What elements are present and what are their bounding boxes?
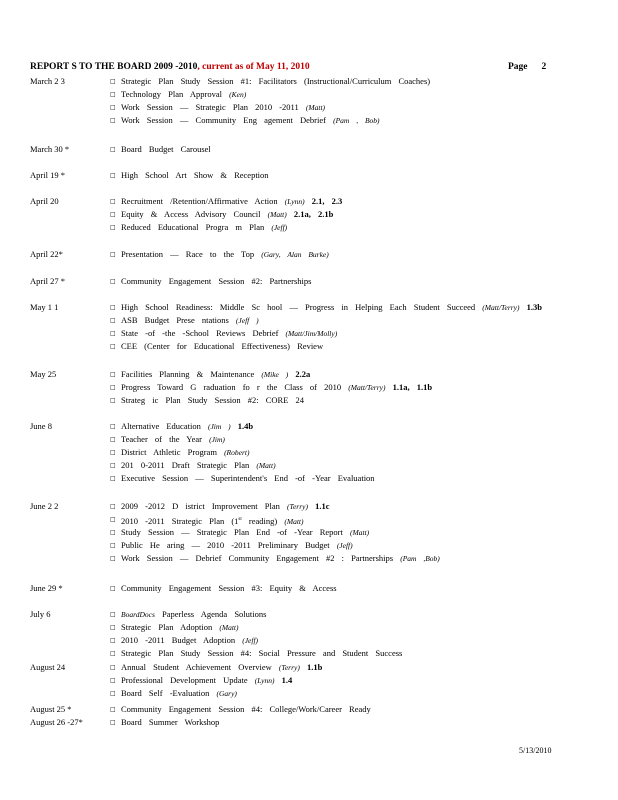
meeting-date: August 25 * bbox=[30, 704, 72, 714]
agenda-item: Technology Plan Approval (Ken) bbox=[121, 89, 247, 99]
bullet-icon: □ bbox=[110, 719, 116, 726]
agenda-item: Community Engagement Session #3: Equity & Access bbox=[121, 583, 337, 593]
schedule-entry bbox=[0, 716, 618, 729]
bullet-icon: □ bbox=[110, 423, 116, 430]
schedule-entry bbox=[0, 608, 618, 660]
meeting-date: August 26 -27* bbox=[30, 717, 83, 727]
agenda-item: Strategic Plan Study Session #1: Facilitators (Instructional/Curriculum Coaches) bbox=[121, 76, 431, 86]
footer-date: 5/13/2010 bbox=[519, 746, 552, 755]
agenda-item-row bbox=[0, 143, 618, 156]
report-title-text: REPORT S TO THE BOARD 2009 -2010 bbox=[30, 62, 198, 72]
bullet-icon: □ bbox=[110, 397, 116, 404]
agenda-item: District Athletic Program (Robert) bbox=[121, 447, 250, 457]
agenda-item-row bbox=[0, 661, 618, 674]
agenda-item-row bbox=[0, 340, 618, 353]
agenda-item-row bbox=[0, 88, 618, 101]
bullet-icon: □ bbox=[110, 677, 116, 684]
schedule-entry bbox=[0, 195, 618, 234]
bullet-icon: □ bbox=[110, 330, 116, 337]
meeting-date: March 2 3 bbox=[30, 76, 65, 86]
page-label: Page bbox=[508, 62, 528, 72]
bullet-icon: □ bbox=[110, 251, 116, 258]
agenda-item: Work Session — Debrief Community Engagement #2 : Partnerships (Pam ,Bob) bbox=[121, 553, 440, 563]
agenda-item-row bbox=[0, 513, 618, 526]
agenda-item-row bbox=[0, 114, 618, 127]
bullet-icon: □ bbox=[110, 278, 116, 285]
bullet-icon: □ bbox=[110, 542, 116, 549]
agenda-item: BoardDocs Paperless Agenda Solutions bbox=[121, 609, 267, 619]
agenda-item-row bbox=[0, 687, 618, 700]
agenda-item: 2010 -2011 Budget Adoption (Jeff) bbox=[121, 635, 259, 645]
agenda-item: Facilities Planning & Maintenance (Mike ) 2.2a bbox=[121, 369, 311, 379]
bullet-icon: □ bbox=[110, 650, 116, 657]
agenda-item: State -of -the -School Reviews Debrief (Matt/Jim/Molly) bbox=[121, 328, 338, 338]
agenda-item: 2009 -2012 D istrict Improvement Plan (Terry) 1.1c bbox=[121, 501, 330, 511]
agenda-item: ASB Budget Prese ntations (Jeff ) bbox=[121, 315, 259, 325]
meeting-date: April 20 bbox=[30, 196, 59, 206]
agenda-item-row bbox=[0, 552, 618, 565]
schedule-entry bbox=[0, 420, 618, 485]
bullet-icon: □ bbox=[110, 664, 116, 671]
bullet-icon: □ bbox=[110, 516, 116, 523]
schedule-entry bbox=[0, 275, 618, 288]
agenda-item-row bbox=[0, 674, 618, 687]
agenda-item-row bbox=[0, 500, 618, 513]
bullet-icon: □ bbox=[110, 104, 116, 111]
bullet-icon: □ bbox=[110, 436, 116, 443]
agenda-item-row bbox=[0, 716, 618, 729]
schedule-entry bbox=[0, 368, 618, 407]
meeting-date: May 1 1 bbox=[30, 302, 59, 312]
agenda-item: Community Engagement Session #2: Partnerships bbox=[121, 276, 312, 286]
bullet-icon: □ bbox=[110, 371, 116, 378]
bullet-icon: □ bbox=[110, 224, 116, 231]
bullet-icon: □ bbox=[110, 462, 116, 469]
agenda-item-row bbox=[0, 101, 618, 114]
agenda-item: Board Summer Workshop bbox=[121, 717, 220, 727]
schedule-entry bbox=[0, 301, 618, 353]
agenda-item-row bbox=[0, 621, 618, 634]
agenda-item: 2010 -2011 Strategic Plan (1st reading) (Matt) bbox=[121, 515, 304, 526]
bullet-icon: □ bbox=[110, 529, 116, 536]
agenda-item: Strategic Plan Adoption (Matt) bbox=[121, 622, 239, 632]
bullet-icon: □ bbox=[110, 637, 116, 644]
bullet-icon: □ bbox=[110, 503, 116, 510]
agenda-item: Equity & Access Advisory Council (Matt) 2.1a, 2.1b bbox=[121, 209, 334, 219]
bullet-icon: □ bbox=[110, 91, 116, 98]
agenda-item: Professional Development Update (Lynn) 1.4 bbox=[121, 675, 293, 685]
agenda-item-row bbox=[0, 221, 618, 234]
meeting-date: May 25 bbox=[30, 369, 57, 379]
agenda-item-row bbox=[0, 446, 618, 459]
agenda-item-row bbox=[0, 420, 618, 433]
bullet-icon: □ bbox=[110, 172, 116, 179]
agenda-item-row bbox=[0, 472, 618, 485]
agenda-item: Study Session — Strategic Plan End -of -Year Report (Matt) bbox=[121, 527, 370, 537]
bullet-icon: □ bbox=[110, 690, 116, 697]
meeting-date: April 19 * bbox=[30, 170, 65, 180]
agenda-item-row bbox=[0, 301, 618, 314]
meeting-date: August 24 bbox=[30, 662, 66, 672]
agenda-item-row bbox=[0, 381, 618, 394]
agenda-item-row bbox=[0, 314, 618, 327]
bullet-icon: □ bbox=[110, 198, 116, 205]
agenda-item: Recruitment /Retention/Affirmative Action (Lynn) 2.1, 2.3 bbox=[121, 196, 343, 206]
agenda-item-row bbox=[0, 608, 618, 621]
agenda-item: Progress Toward G raduation fo r the Class of 2010 (Matt/Terry) 1.1a, 1.1b bbox=[121, 382, 433, 392]
agenda-item: Alternative Education (Jim ) 1.4b bbox=[121, 421, 254, 431]
agenda-item: Board Self -Evaluation (Gary) bbox=[121, 688, 237, 698]
agenda-item-row bbox=[0, 248, 618, 261]
schedule-entry bbox=[0, 582, 618, 595]
agenda-item-row bbox=[0, 327, 618, 340]
schedule-entry bbox=[0, 500, 618, 565]
bullet-icon: □ bbox=[110, 624, 116, 631]
agenda-item: Strateg ic Plan Study Session #2: CORE 24 bbox=[121, 395, 305, 405]
agenda-item-row bbox=[0, 75, 618, 88]
bullet-icon: □ bbox=[110, 211, 116, 218]
agenda-item: 201 0-2011 Draft Strategic Plan (Matt) bbox=[121, 460, 276, 470]
agenda-item: Presentation — Race to the Top (Gary, Alan Burke) bbox=[121, 249, 329, 259]
report-title bbox=[30, 62, 310, 72]
meeting-date: July 6 bbox=[30, 609, 51, 619]
bullet-icon: □ bbox=[110, 555, 116, 562]
meeting-date: June 8 bbox=[30, 421, 52, 431]
agenda-item-row bbox=[0, 368, 618, 381]
bullet-icon: □ bbox=[110, 475, 116, 482]
agenda-item-row bbox=[0, 703, 618, 716]
bullet-icon: □ bbox=[110, 343, 116, 350]
agenda-item: Public He aring — 2010 -2011 Preliminary Budget (Jeff) bbox=[121, 540, 353, 550]
schedule-entry bbox=[0, 248, 618, 261]
agenda-item: Executive Session — Superintendent's End -of -Year Evaluation bbox=[121, 473, 375, 483]
page-number: 2 bbox=[541, 62, 547, 72]
agenda-item: Community Engagement Session #4: College/Work/Career Ready bbox=[121, 704, 371, 714]
meeting-date: April 22* bbox=[30, 249, 63, 259]
bullet-icon: □ bbox=[110, 146, 116, 153]
schedule-entry bbox=[0, 703, 618, 716]
agenda-item-row bbox=[0, 208, 618, 221]
agenda-item-row bbox=[0, 459, 618, 472]
agenda-item: Work Session — Community Eng agement Debrief (Pam , Bob) bbox=[121, 115, 380, 125]
schedule-entry bbox=[0, 661, 618, 700]
agenda-item-row bbox=[0, 582, 618, 595]
schedule-entry bbox=[0, 169, 618, 182]
bullet-icon: □ bbox=[110, 317, 116, 324]
agenda-item-row bbox=[0, 526, 618, 539]
agenda-item-row bbox=[0, 539, 618, 552]
agenda-item: Annual Student Achievement Overview (Terry) 1.1b bbox=[121, 662, 323, 672]
agenda-item: Work Session — Strategic Plan 2010 -2011 (Matt) bbox=[121, 102, 326, 112]
bullet-icon: □ bbox=[110, 78, 116, 85]
agenda-item: Reduced Educational Progra m Plan (Jeff) bbox=[121, 222, 288, 232]
page-indicator bbox=[508, 62, 546, 72]
bullet-icon: □ bbox=[110, 117, 116, 124]
agenda-item-row bbox=[0, 433, 618, 446]
report-current-date: , current as of May 11, 2010 bbox=[197, 62, 310, 72]
agenda-item-row bbox=[0, 275, 618, 288]
bullet-icon: □ bbox=[110, 449, 116, 456]
meeting-date: April 27 * bbox=[30, 276, 65, 286]
meeting-date: June 2 2 bbox=[30, 501, 59, 511]
schedule-entry bbox=[0, 143, 618, 156]
bullet-icon: □ bbox=[110, 384, 116, 391]
agenda-item-row bbox=[0, 195, 618, 208]
bullet-icon: □ bbox=[110, 611, 116, 618]
bullet-icon: □ bbox=[110, 706, 116, 713]
meeting-date: June 29 * bbox=[30, 583, 63, 593]
agenda-item: Strategic Plan Study Session #4: Social Pressure and Student Success bbox=[121, 648, 403, 658]
agenda-item: Board Budget Carousel bbox=[121, 144, 211, 154]
agenda-item-row bbox=[0, 634, 618, 647]
bullet-icon: □ bbox=[110, 304, 116, 311]
agenda-item-row bbox=[0, 169, 618, 182]
bullet-icon: □ bbox=[110, 585, 116, 592]
meeting-date: March 30 * bbox=[30, 144, 70, 154]
agenda-item: CEE (Center for Educational Effectiveness) Review bbox=[121, 341, 324, 351]
schedule-entry bbox=[0, 75, 618, 127]
agenda-item-row bbox=[0, 394, 618, 407]
agenda-item: Teacher of the Year (Jim) bbox=[121, 434, 225, 444]
agenda-item: High School Readiness: Middle Sc hool — Progress in Helping Each Student Succeed (Matt/Terry) 1.3b bbox=[121, 302, 542, 312]
agenda-item-row bbox=[0, 647, 618, 660]
agenda-item: High School Art Show & Reception bbox=[121, 170, 269, 180]
